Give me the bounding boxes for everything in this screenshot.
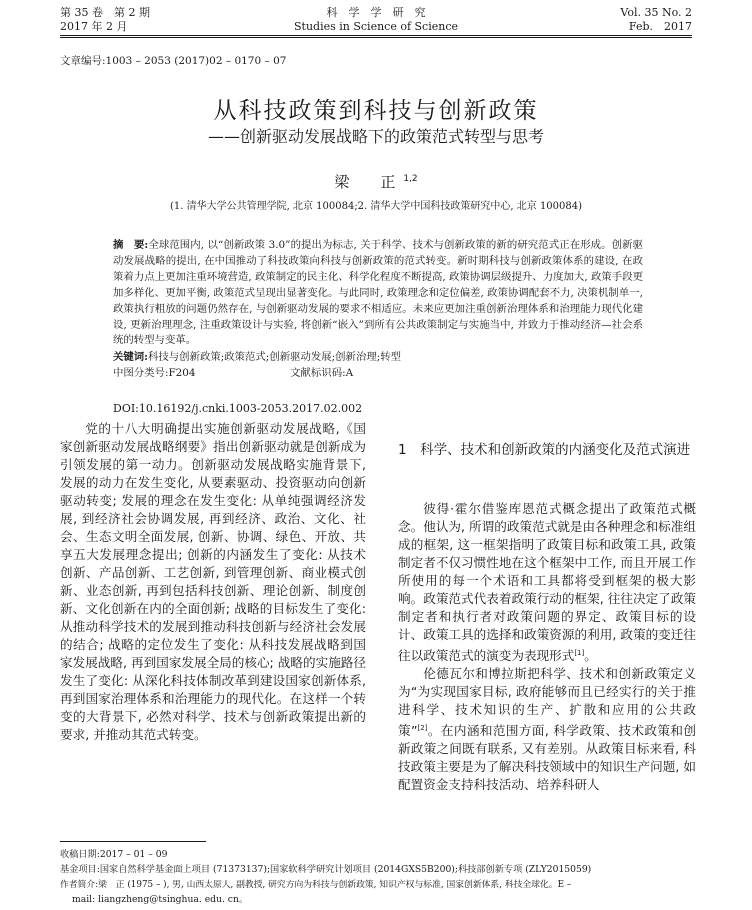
abstract-text (113, 238, 643, 349)
doc-code-label: 文献标识码: (290, 367, 346, 380)
clc-label: 中图分类号: (113, 367, 169, 380)
journal-name: 科 学 学 研 究 (326, 6, 426, 19)
citation-1: [1] (574, 649, 585, 657)
doi: DOI:10.16192/j.cnki.1003-2053.2017.02.002 (113, 402, 363, 415)
header-volume: 第 35 卷 第 2 期 (60, 6, 150, 19)
article-subtitle: ——创新驱动发展战略下的政策范式转型与思考 (207, 127, 544, 146)
footnote-fund: 基金项目:国家自然科学基金面上项目 (71373137);国家软科学研究计划项目 (2014GXS5B200);科技部创新专项 (ZLY2015059) (60, 864, 592, 875)
keywords-text: 科技与创新政策;政策范式;创新驱动发展;创新治理;转型 (148, 351, 402, 364)
footnote-received: 收稿日期:2017 – 01 – 09 (60, 849, 168, 860)
body-paragraph-2 (398, 665, 696, 794)
header-date: 2017 年 2 月 (60, 20, 128, 33)
body-paragraph-1-text: 彼得·霍尔借鉴库恩范式概念提出了政策范式概念。他认为, 所谓的政策范式就是由各种理念和标准组成的框架, 这一框架指明了政策目标和政策工具, 政策制定者不仅习惯性地在这个框架中工作, 而且开展工作所使用的每一个术语和工具都将受到框架的极大影响。政策范式代表着政策行动的框架, 往往决定了政策制定者和执行者对政策问题的界定、政策目标的设计、政策工具的选择和政策资源的利用, 政策的变迁往往以政策范式的演变为表现形式 (398, 501, 696, 664)
body-paragraph-2-text: 伦德瓦尔和博拉斯把科学、技术和创新政策定义为“为实现国家目标, 政府能够而且已经实行的关于推进科学、技术知识的生产、扩散和应用的公共政策” (398, 666, 696, 739)
classification-row (113, 365, 643, 381)
abstract-body: 全球范围内, 以“创新政策 3.0”的提出为标志, 关于科学、技术与创新政策的新的研究范式正在形成。创新驱动发展战略的提出, 在中国推动了科技政策向科技与创新政策的范式转变。新时期科技与创新政策体系的建设, 在政策着力点上更加注重环境营造, 政策制定的民主化、科学化程度不断提高, 政策协调层级提升、力度加大, 政策手段更加多样化、更加平衡, 政策范式呈现出显著变化。与此同时, 政策理念和定位偏差, 政策协调配套不力, 决策机制单一, 政策执行粗放的问题仍然存在, 与创新驱动发展的要求不相适应。未来应更加注重创新治理体系和治理能力现代化建设, 更新治理理念, 注重政策设计与实验, 将创新“嵌入”到所有公共政策制定与实施当中, 并致力于推动经济—社会系统的转型与变革。 (113, 239, 643, 347)
body-paragraph-1-end: 。 (584, 648, 597, 664)
abstract-label: 摘 要: (113, 239, 149, 251)
header-date-en: Feb. 2017 (628, 20, 692, 33)
article-number: 文章编号:1003 – 2053 (2017)02 – 0170 – 07 (60, 55, 287, 67)
affiliation: (1. 清华大学公共管理学院, 北京 100084;2. 清华大学中国科技政策研究中心, 北京 100084) (169, 201, 583, 212)
author (0, 171, 752, 192)
clc-code: F204 (168, 367, 196, 380)
body-right-column (398, 500, 696, 794)
header-volume-en: Vol. 35 No. 2 (620, 6, 692, 19)
keywords-label: 关键词: (113, 351, 149, 364)
abstract (113, 238, 643, 381)
footnote-bio: 作者简介:梁 正 (1975 – ), 男, 山西太原人, 副教授, 研究方向为科技与创新政策, 知识产权与标准, 国家创新体系, 科技全球化。E – (60, 880, 572, 890)
doc-code: A (345, 367, 354, 380)
keywords (113, 349, 643, 365)
header-rule (60, 35, 692, 36)
author-name: 梁 正 (334, 173, 404, 191)
body-paragraph-1 (398, 500, 696, 665)
body-left-column (60, 420, 366, 744)
body-paragraph-2-end: 。在内涵和范围方面, 科学政策、技术政策和创新政策之间既有联系, 又有差别。从政策目标来看, 科技政策主要是为了解决科技领域中的知识生产问题, 如配置资金支持科技活动、培养科研人 (398, 723, 696, 793)
footnote-rule (60, 841, 206, 842)
section-heading: 1 科学、技术和创新政策的内涵变化及范式演进 (398, 442, 691, 458)
header-rule-2 (60, 37, 692, 38)
journal-name-en: Studies in Science of Science (294, 20, 458, 33)
body-paragraph: 党的十八大明确提出实施创新驱动发展战略,《国家创新驱动发展战略纲要》指出创新驱动就是创新成为引领发展的第一动力。创新驱动发展战略实施背景下, 发展的动力在发生变化, 从要素驱动、投资驱动向创新驱动转变; 发展的理念在发生变化: 从单纯强调经济发展, 到经济社会协调发展, 再到经济、政治、文化、社会、生态文明全面发展, 创新、协调、绿色、开放、共享五大发展理念提出; 创新的内涵发生了变化: 从技术创新、产品创新、工艺创新, 到管理创新、商业模式创新、业态创新, 再到包括科技创新、理论创新、制度创新、文化创新在内的全面创新; 战略的目标发生了变化: 从推动科学技术的发展到推动科技创新与经济社会发展的结合; 战略的定位发生了变化: 从科技发展战略到国家发展战略, 再到国家发展全局的核心; 战略的实施路径发生了变化: 从深化科技体制改革到建设国家创新体系, 再到国家治理体系和治理能力的现代化。在这样一个转变的大背景下, 必然对科学、技术与创新政策提出新的要求, 并推动其范式转变。 (60, 421, 366, 742)
citation-2: [2] (417, 724, 428, 733)
article-title: 从科技政策到科技与创新政策 (213, 98, 539, 124)
author-affil-marker: 1,2 (403, 174, 418, 184)
footnote-email: mail: liangzheng@tsinghua. edu. cn。 (72, 894, 249, 905)
